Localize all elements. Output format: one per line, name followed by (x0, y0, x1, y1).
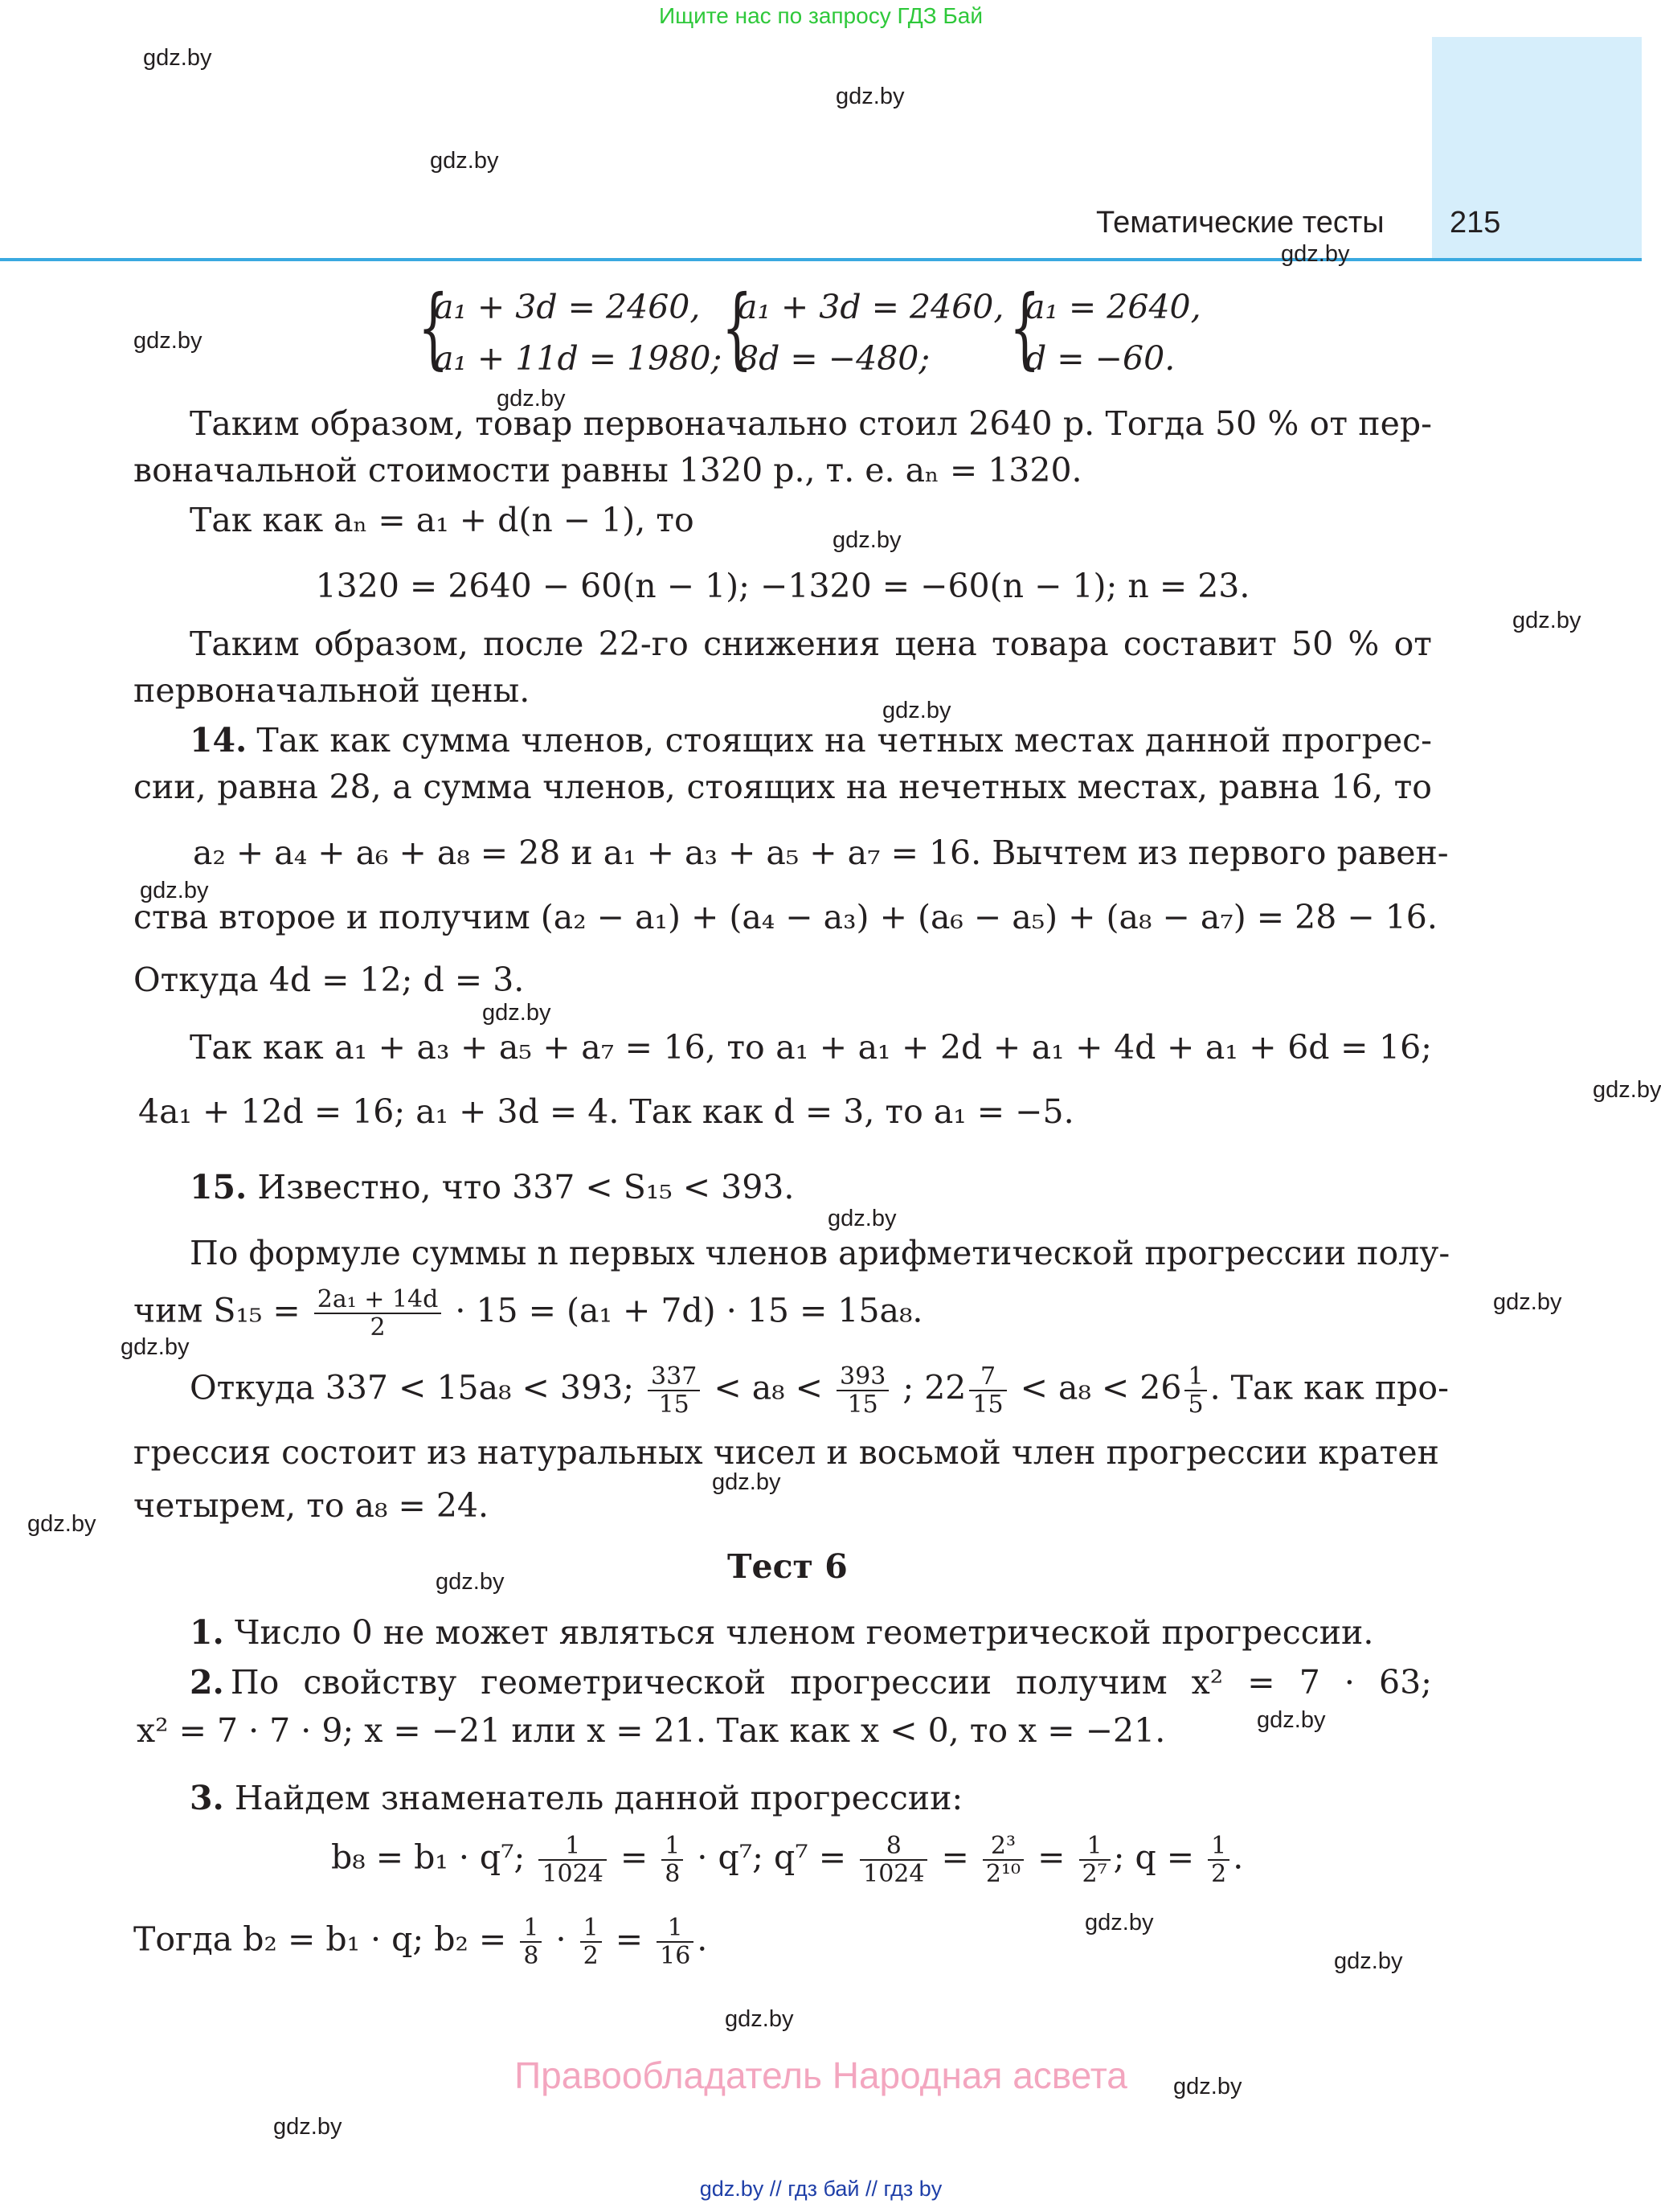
fraction-denominator: 2 (370, 1313, 386, 1342)
problem-15-line (190, 1169, 794, 1206)
formula-text: ; q = (1113, 1837, 1195, 1877)
paragraph-line: x² = 7 · 7 · 9; x = −21 или x = 21. Так как x < 0, то x = −21. (137, 1711, 1166, 1750)
formula-line (133, 1286, 923, 1341)
fraction-numerator: 1 (1184, 1363, 1206, 1391)
fraction-denominator: 2 (1211, 1860, 1227, 1888)
item-text: Число 0 не может являться членом геометрической прогрессии. (234, 1613, 1374, 1652)
formula-text: чим S₁₅ = (133, 1291, 301, 1330)
fraction-numerator: 337 (648, 1363, 700, 1391)
equation-line: 1320 = 2640 − 60(n − 1); −1320 = −60(n − 1); n = 23. (315, 567, 1250, 605)
formula-text: = (615, 1919, 644, 1959)
fraction-numerator: 8 (860, 1833, 927, 1861)
problem-number: 15. (190, 1168, 248, 1206)
fraction (1208, 1833, 1229, 1887)
system-eq-line: a₁ = 2640, (1025, 288, 1201, 326)
fraction-denominator: 16 (660, 1942, 691, 1970)
watermark: gdz.by (121, 1334, 190, 1360)
fraction-denominator: 2⁷ (1082, 1860, 1107, 1888)
item-number: 3. (190, 1779, 224, 1817)
fraction-numerator: 1 (520, 1915, 542, 1943)
watermark: gdz.by (833, 527, 902, 553)
fraction (314, 1286, 442, 1341)
watermark: gdz.by (1493, 1289, 1562, 1315)
formula-text: = (620, 1837, 648, 1877)
paragraph-line: первоначальной цены. (133, 671, 530, 710)
formula-text: Откуда 337 < 15a₈ < 393; (190, 1368, 634, 1407)
test-item-2 (190, 1664, 1432, 1702)
item-number: 2. (190, 1663, 224, 1702)
paragraph-line: сии, равна 28, а сумма членов, стоящих на нечетных местах, равна 16, то (133, 768, 1432, 806)
item-number: 1. (190, 1613, 224, 1652)
watermark: gdz.by (497, 386, 566, 412)
watermark: gdz.by (143, 45, 212, 71)
fraction (520, 1915, 542, 1969)
fraction (538, 1833, 606, 1887)
watermark: gdz.by (1257, 1707, 1326, 1733)
running-header-title: Тематические тесты (1096, 206, 1385, 240)
watermark: gdz.by (836, 84, 905, 109)
paragraph-line: Таким образом, товар первоначально стоил 2640 р. Тогда 50 % от пер- (190, 404, 1432, 443)
fraction (837, 1363, 889, 1418)
formula-text: · (555, 1919, 567, 1959)
paragraph-line: Откуда 4d = 12; d = 3. (133, 961, 525, 999)
watermark: gdz.by (133, 328, 203, 354)
fraction-numerator: 2a₁ + 14d (314, 1286, 442, 1314)
watermark: gdz.by (882, 698, 951, 723)
problem-14-line (190, 722, 1432, 760)
brace-icon: { (1009, 276, 1041, 379)
formula-text: . Так как про- (1209, 1368, 1449, 1407)
paragraph-line: четырем, то a₈ = 24. (133, 1486, 489, 1525)
brace-icon: { (418, 276, 449, 379)
paragraph-text: Так как сумма членов, стоящих на четных местах данной прогрес- (256, 721, 1432, 760)
formula-text: = (941, 1837, 969, 1877)
paragraph-line: грессия состоит из натуральных чисел и восьмой член прогрессии кратен (133, 1433, 1439, 1472)
formula-text: < a₈ < (714, 1368, 823, 1407)
formula-line (133, 1915, 707, 1969)
watermark: gdz.by (1085, 1910, 1154, 1936)
paragraph-line: воначальной стоимости равны 1320 р., т. е. aₙ = 1320. (133, 451, 1082, 490)
watermark: gdz.by (273, 2114, 342, 2140)
fraction-numerator: 1 (538, 1833, 606, 1861)
footer-links[interactable]: gdz.by // гдз бай // гдз by (699, 2177, 943, 2201)
test-item-1 (190, 1614, 1373, 1652)
watermark: gdz.by (430, 148, 499, 174)
test-item-3 (190, 1780, 963, 1817)
item-text: Найдем знаменатель данной прогрессии: (234, 1779, 963, 1817)
watermark: gdz.by (1334, 1948, 1403, 1974)
paragraph-line: Таким образом, после 22-го снижения цена товара составит 50 % от (190, 625, 1432, 663)
watermark: gdz.by (712, 1469, 781, 1495)
formula-text: b₈ = b₁ · q⁷; (331, 1837, 526, 1877)
brace-icon: { (722, 276, 753, 379)
formula-text: · q⁷; q⁷ = (697, 1837, 847, 1877)
fraction (657, 1915, 693, 1969)
top-banner[interactable]: Ищите нас по запросу ГДЗ Бай (658, 3, 984, 28)
fraction-denominator: 8 (523, 1942, 539, 1970)
fraction-numerator: 1 (580, 1915, 602, 1943)
formula-text: · 15 = (a₁ + 7d) · 15 = 15a₈. (455, 1291, 923, 1330)
fraction-denominator: 8 (665, 1860, 681, 1888)
watermark: gdz.by (436, 1569, 505, 1595)
fraction-numerator: 7 (969, 1363, 1006, 1391)
fraction-denominator: 1024 (542, 1860, 603, 1888)
fraction-numerator: 2³ (983, 1833, 1024, 1861)
fraction-denominator: 2 (583, 1942, 599, 1970)
system-eq-line: 8d = −480; (738, 339, 931, 378)
system-eq-line: a₁ + 3d = 2460, (738, 288, 1004, 326)
watermark: gdz.by (1593, 1077, 1661, 1103)
fraction-denominator: 15 (972, 1391, 1004, 1419)
formula-text: . (697, 1919, 708, 1959)
fraction (983, 1833, 1024, 1887)
fraction-numerator: 1 (657, 1915, 693, 1943)
fraction-denominator: 5 (1188, 1391, 1204, 1419)
fraction-numerator: 1 (1208, 1833, 1229, 1861)
fraction (860, 1833, 927, 1887)
watermark: gdz.by (1512, 608, 1581, 633)
formula-line (190, 1363, 1449, 1418)
watermark: gdz.by (482, 1000, 551, 1026)
fraction-denominator: 15 (847, 1391, 878, 1419)
fraction-denominator: 1024 (863, 1860, 925, 1888)
watermark: gdz.by (27, 1511, 96, 1537)
watermark: gdz.by (828, 1206, 897, 1231)
formula-text: ; 22 (902, 1368, 967, 1407)
fraction-denominator: 2¹⁰ (985, 1860, 1021, 1888)
watermark: gdz.by (1173, 2074, 1242, 2099)
system-eq-line: d = −60. (1025, 339, 1176, 378)
system-eq-line: a₁ + 11d = 1980; (434, 339, 722, 378)
section-heading: Тест 6 (727, 1547, 848, 1586)
formula-line (331, 1833, 1243, 1887)
copyright-footer: Правообладатель Народная асвета (514, 2054, 1127, 2096)
paragraph-text: Известно, что 337 < S₁₅ < 393. (257, 1168, 795, 1206)
item-text: По свойству геометрической прогрессии получим x² = 7 · 63; (230, 1663, 1432, 1702)
fraction (1184, 1363, 1206, 1418)
fraction-numerator: 1 (1079, 1833, 1111, 1861)
paragraph-line: По формуле суммы n первых членов арифметической прогрессии полу- (190, 1234, 1450, 1272)
fraction (580, 1915, 602, 1969)
paragraph-line: a₂ + a₄ + a₆ + a₈ = 28 и a₁ + a₃ + a₅ + a₇ = 16. Вычтем из первого равен- (193, 834, 1449, 872)
fraction (969, 1363, 1006, 1418)
watermark: gdz.by (1281, 241, 1350, 267)
formula-text: = (1037, 1837, 1066, 1877)
formula-text: . (1233, 1837, 1244, 1877)
paragraph-line: Так как aₙ = a₁ + d(n − 1), то (190, 501, 694, 539)
formula-text: Тогда b₂ = b₁ · q; b₂ = (133, 1919, 507, 1959)
page-number: 215 (1450, 206, 1501, 240)
fraction (1079, 1833, 1111, 1887)
fraction-denominator: 15 (658, 1391, 689, 1419)
paragraph-line: Так как a₁ + a₃ + a₅ + a₇ = 16, то a₁ + a₁ + 2d + a₁ + 4d + a₁ + 6d = 16; (190, 1028, 1432, 1067)
paragraph-line: 4a₁ + 12d = 16; a₁ + 3d = 4. Так как d = 3, то a₁ = −5. (138, 1092, 1074, 1131)
fraction (648, 1363, 700, 1418)
fraction (661, 1833, 683, 1887)
paragraph-line: ства второе и получим (a₂ − a₁) + (a₄ − a₃) + (a₆ − a₅) + (a₈ − a₇) = 28 − 16. (133, 898, 1438, 936)
fraction-numerator: 393 (837, 1363, 889, 1391)
fraction-numerator: 1 (661, 1833, 683, 1861)
header-rule (0, 258, 1642, 261)
watermark: gdz.by (725, 2006, 794, 2032)
formula-text: < a₈ < 26 (1020, 1368, 1182, 1407)
problem-number: 14. (190, 721, 248, 760)
watermark: gdz.by (140, 878, 209, 903)
system-eq-line: a₁ + 3d = 2460, (434, 288, 701, 326)
